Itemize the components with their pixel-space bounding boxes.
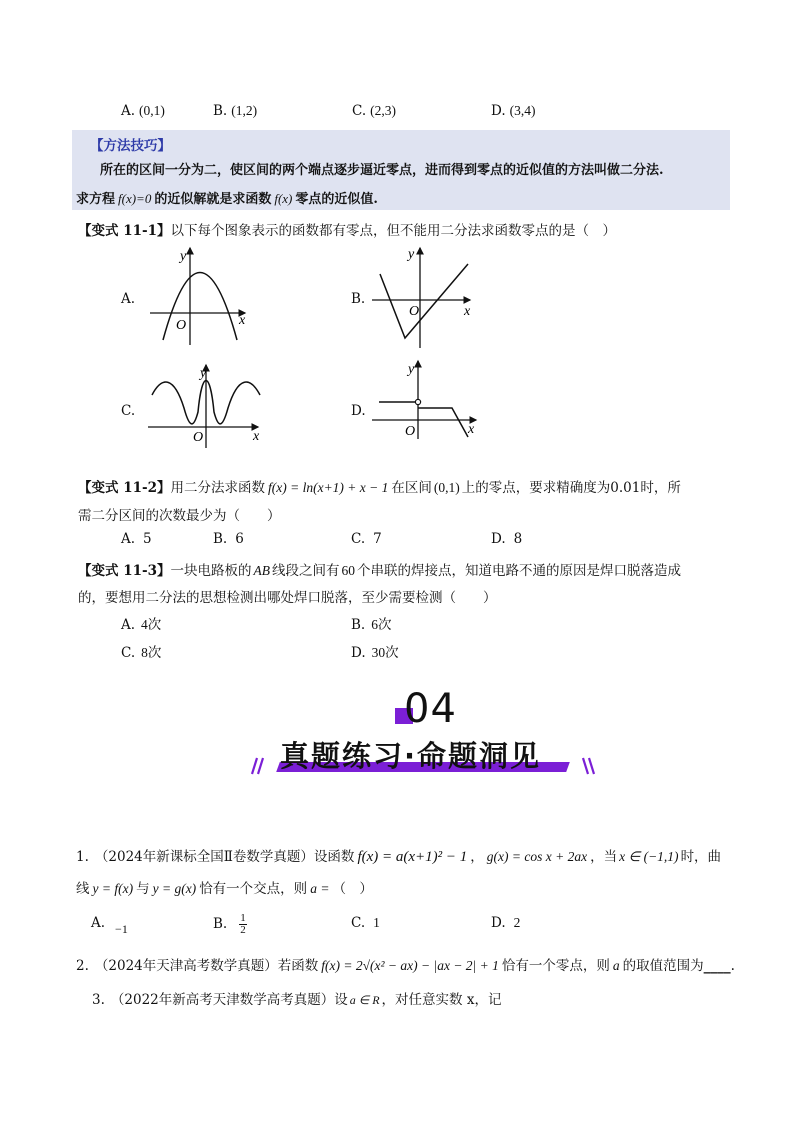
question-3-stem: 3. （2022年新高考天津数学高考真题）设 a ∈ R ，对任意实数 x，记 <box>92 992 502 1008</box>
x-label: x <box>253 429 260 444</box>
curve-right <box>418 408 468 437</box>
graph-option-b-label: B. <box>351 291 366 307</box>
x-label: x <box>464 304 471 319</box>
x-label: x <box>468 422 475 437</box>
tips-line-1: 所在的区间一分为二，使区间的两个端点逐步逼近零点，进而得到零点的近似值的方法叫做二分法. <box>100 163 664 178</box>
y-label: y <box>408 247 415 262</box>
question-1-line2: 线 y = f(x) 与 y = g(x) 恰有一个交点，则 a = （ ） <box>76 881 373 897</box>
section-title: 真题练习·命题洞见 <box>280 739 542 773</box>
graph-c <box>148 360 268 450</box>
origin-label: O <box>409 304 420 319</box>
option-d: D. 8 <box>491 531 523 547</box>
curve <box>380 264 468 338</box>
graph-option-d-label: D. <box>351 403 366 419</box>
question-1-stem: 1. （2024年新课标全国Ⅱ卷数学真题）设函数 f(x) = a(x+1)² − 1 ， g(x) = cos x + 2ax ，当 x ∈ (−1,1) 时，曲 <box>76 849 722 865</box>
fraction: $\frac{1}{2}$ <box>240 912 246 936</box>
option-d: D. 30次 <box>351 645 399 661</box>
variant-11-3-stem: 【变式 11-3】一块电路板的 AB 线段之间有 60 个串联的焊接点，知道电路不通的原因是焊口脱落造成 <box>78 563 681 579</box>
graph-b <box>372 240 487 350</box>
origin-label: O <box>405 424 416 439</box>
variant-11-1-stem: 【变式 11-1】以下每个图象表示的函数都有零点，但不能用二分法求函数零点的是（ ） <box>78 223 616 239</box>
open-point <box>415 399 420 404</box>
option-b: B. 6 <box>213 531 244 547</box>
origin-label: O <box>193 430 204 445</box>
graph-d <box>372 355 492 445</box>
option-c: C. (2,3) <box>352 103 397 119</box>
option-a: A. 4次 <box>121 617 162 633</box>
right-slash-decoration <box>580 756 600 776</box>
tips-line-2: 求方程 f(x)=0 的近似解就是求函数 f(x) 零点的近似值. <box>76 191 378 207</box>
answer-blank: ____ <box>703 958 731 974</box>
option-b: B. $\frac{1}{2}$ <box>213 912 246 936</box>
option-b: B. (1,2) <box>213 103 258 119</box>
option-b: B. 6次 <box>351 617 392 633</box>
option-c: C. 7 <box>351 531 382 547</box>
option-c: C. 1 <box>351 915 380 931</box>
x-label: x <box>239 313 246 328</box>
option-a: A. 5 <box>121 531 152 547</box>
y-label: y <box>408 362 415 377</box>
graph-a <box>145 240 260 350</box>
option-a: A. (0,1) <box>121 103 165 119</box>
option-d: D. (3,4) <box>491 103 536 119</box>
graph-option-c-label: C. <box>121 403 136 419</box>
variant-11-3-line2: 的，要想用二分法的思想检测出哪处焊口脱落，至少需要检测（ ） <box>78 590 497 606</box>
graph-option-a-label: A. <box>121 291 136 307</box>
section-number: 04 <box>404 686 457 732</box>
origin-label: O <box>176 318 187 333</box>
option-d: D. 2 <box>491 915 521 931</box>
tips-title: 【方法技巧】 <box>90 138 171 154</box>
option-a: A. −1 <box>91 915 128 936</box>
left-slash-decoration <box>246 756 266 776</box>
option-c: C. 8次 <box>121 645 162 661</box>
curve <box>163 273 237 341</box>
y-label: y <box>200 366 207 381</box>
variant-11-2-line2: 需二分区间的次数最少为（ ） <box>78 508 281 524</box>
variant-11-2-stem: 【变式 11-2】用二分法求函数 f(x) = ln(x+1) + x − 1 在区间 (0,1) 上的零点，要求精确度为0.01时，所 <box>78 480 681 496</box>
question-2-stem: 2. （2024年天津高考数学真题）若函数 f(x) = 2√(x² − ax) − |ax − 2| + 1 恰有一个零点，则 a 的取值范围为____. <box>76 958 735 974</box>
y-label: y <box>180 249 187 264</box>
